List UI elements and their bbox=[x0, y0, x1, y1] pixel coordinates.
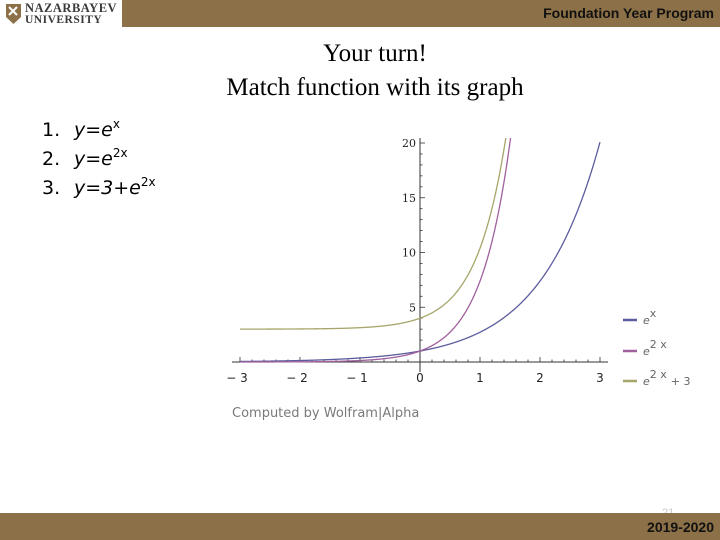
y-tick-label: 10 bbox=[402, 246, 416, 260]
function-number: 1. bbox=[42, 119, 61, 141]
logo-text-line1: NAZARBAYEV bbox=[25, 1, 118, 15]
x-tick-label: 1 bbox=[476, 371, 484, 385]
x-tick-label: − 3 bbox=[226, 371, 248, 385]
function-number: 2. bbox=[42, 148, 61, 170]
program-label: Foundation Year Program bbox=[543, 5, 714, 21]
function-number: 3. bbox=[42, 177, 61, 199]
legend-label: e2 x+ 3 bbox=[643, 368, 691, 388]
x-tick-label: 2 bbox=[536, 371, 544, 385]
function-base: y=e bbox=[74, 148, 113, 170]
wolfram-credit: Computed by Wolfram|Alpha bbox=[232, 406, 420, 421]
legend-label: e2 x bbox=[643, 338, 667, 358]
slide-title: Your turn! bbox=[323, 40, 427, 67]
function-exponent: 2x bbox=[140, 175, 156, 189]
legend-label: ex bbox=[643, 307, 657, 327]
y-tick-label: 20 bbox=[402, 137, 416, 150]
function-exponent: 2x bbox=[112, 146, 128, 160]
y-tick-label: 15 bbox=[402, 191, 416, 205]
function-exponent: x bbox=[112, 117, 120, 131]
function-base: y=3+e bbox=[74, 177, 141, 199]
y-tick-label: 5 bbox=[409, 301, 416, 315]
footer-bar bbox=[0, 513, 720, 540]
x-tick-label: 0 bbox=[416, 371, 424, 385]
logo-text-line2: UNIVERSITY bbox=[25, 14, 103, 26]
x-tick-label: − 1 bbox=[346, 371, 368, 385]
academic-year: 2019-2020 bbox=[647, 519, 714, 535]
x-tick-label: − 2 bbox=[286, 371, 308, 385]
function-base: y=e bbox=[74, 119, 113, 141]
slide-subtitle: Match function with its graph bbox=[226, 74, 524, 101]
x-tick-label: 3 bbox=[596, 371, 604, 385]
